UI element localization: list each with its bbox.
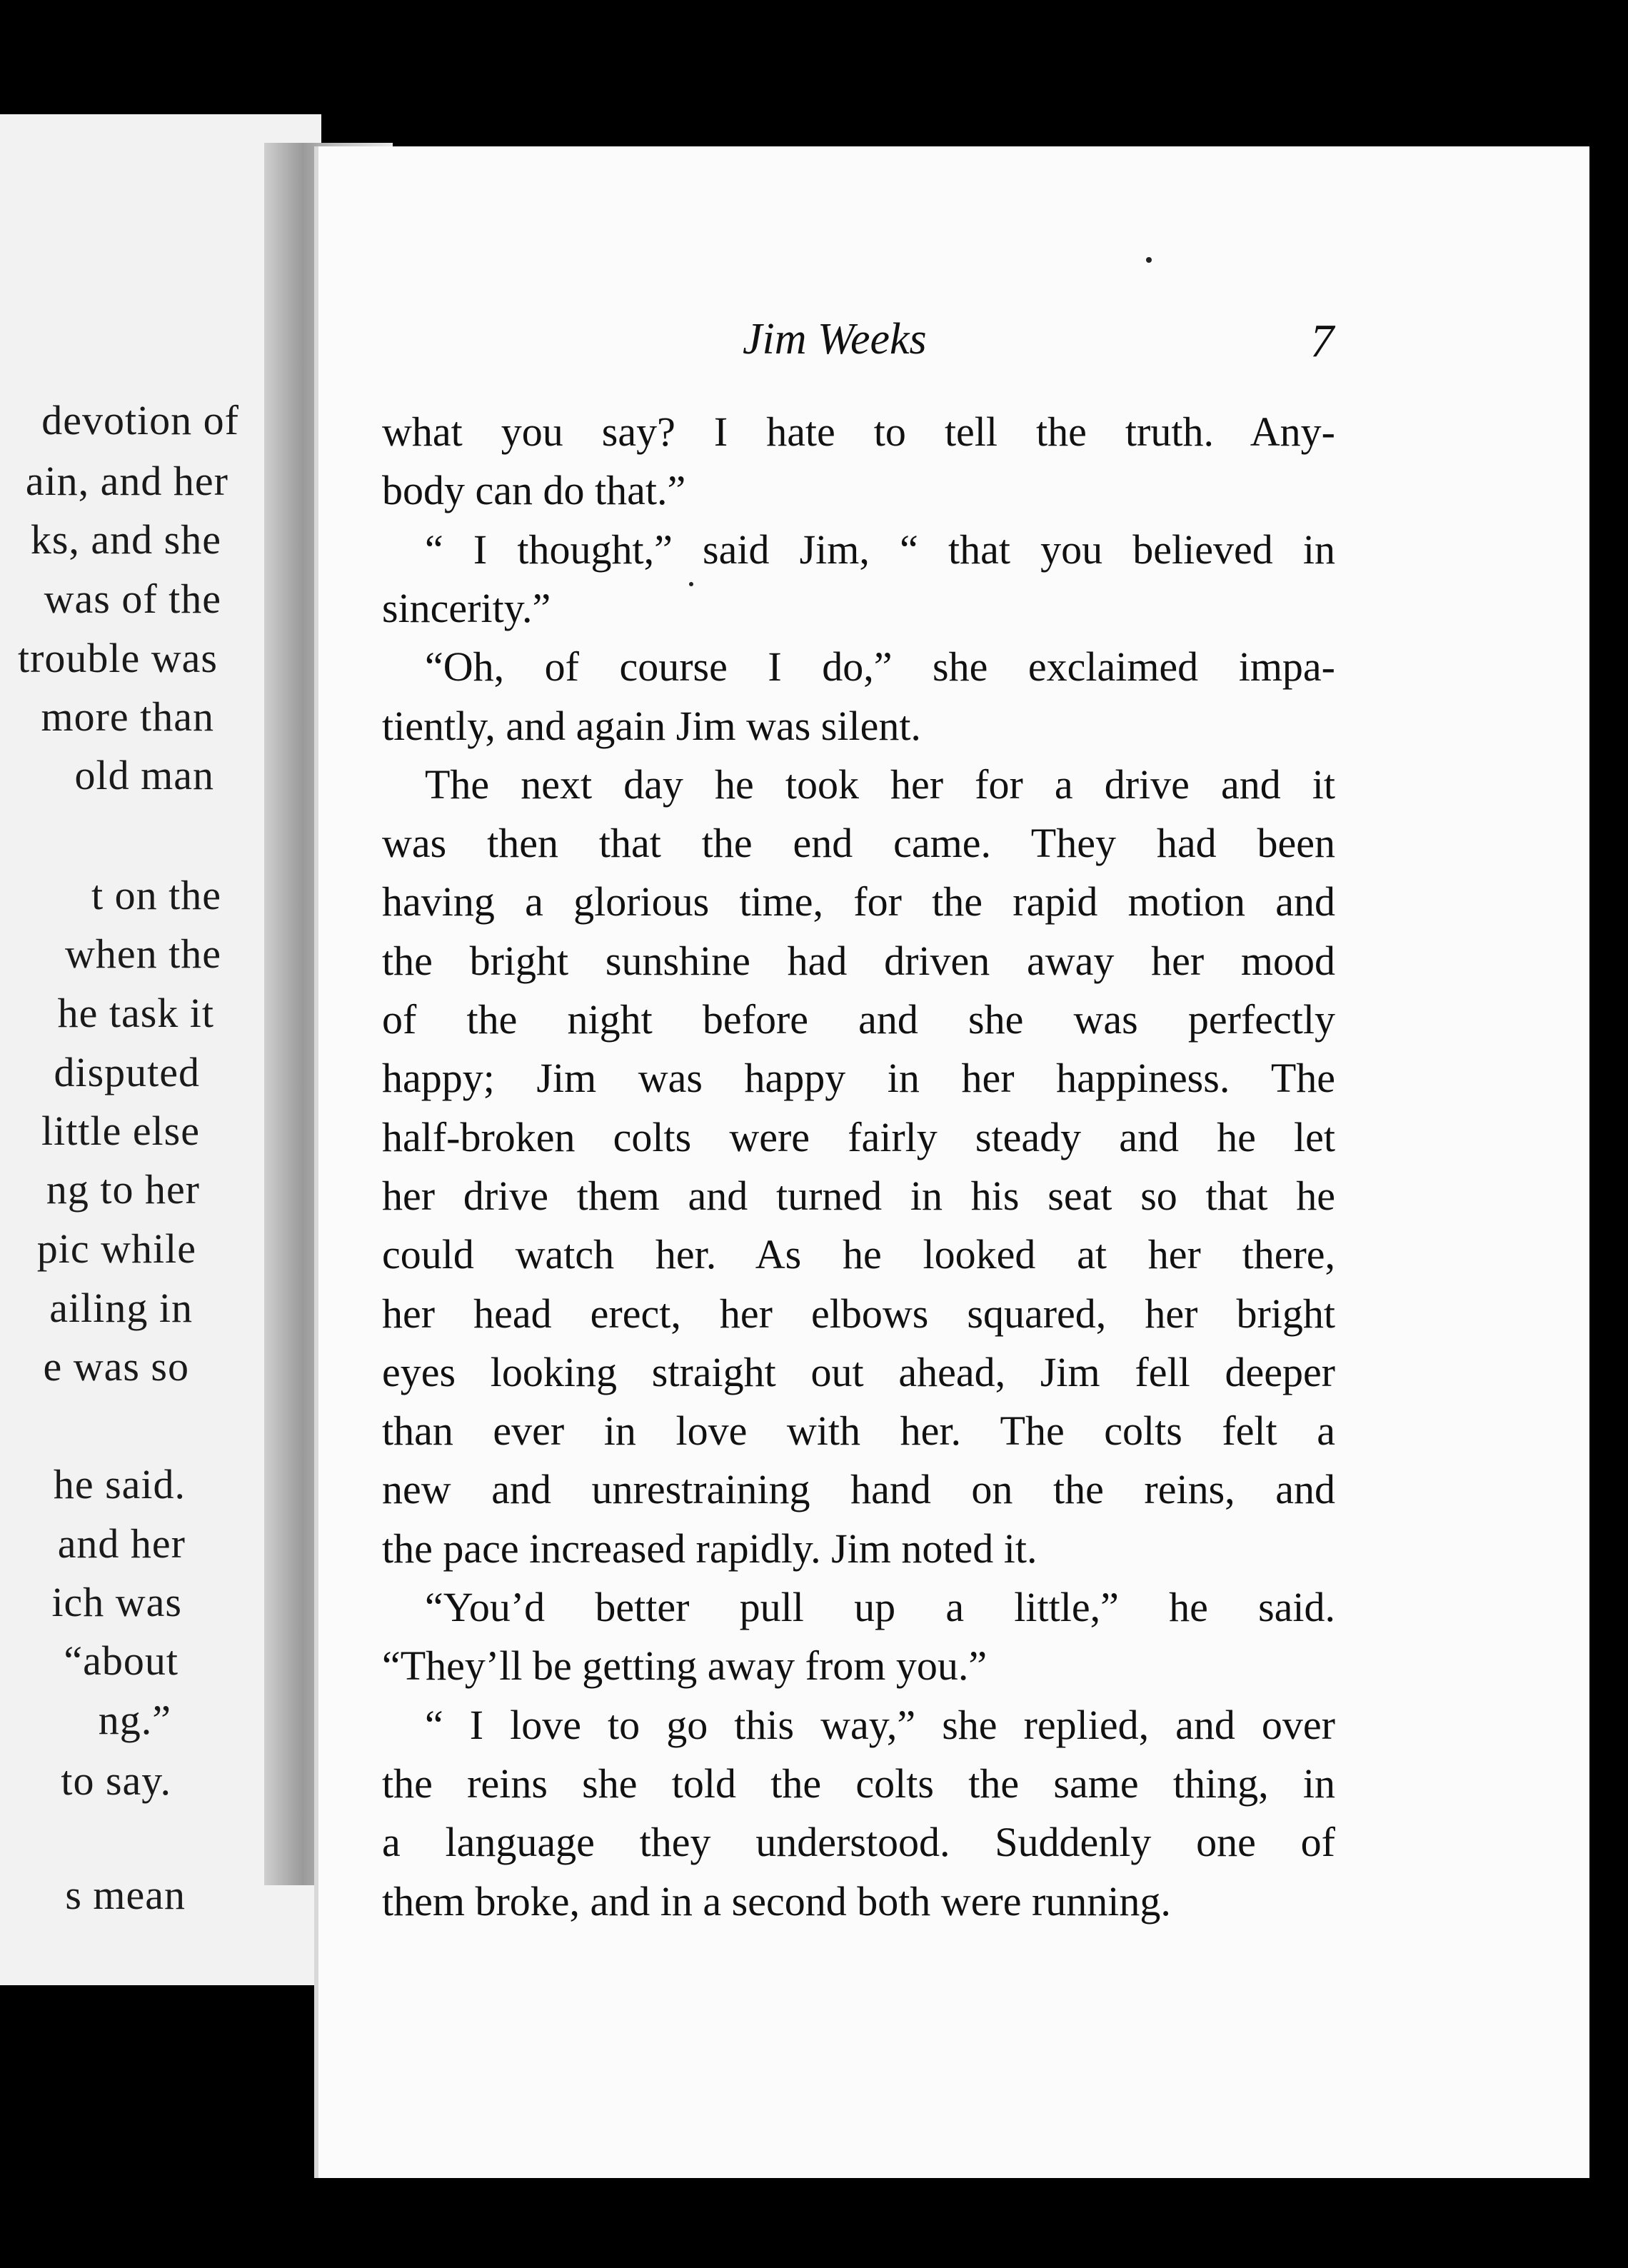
text-line: her drive them and turned in his seat so that he	[382, 1173, 1335, 1219]
text-line: body can do that.”	[382, 467, 686, 513]
left-page-line: “about	[64, 1637, 179, 1684]
left-page-line: little else	[41, 1108, 200, 1154]
text-line: her head erect, her elbows squared, her bright	[382, 1290, 1335, 1337]
text-line: happy; Jim was happy in her happiness. The	[382, 1055, 1335, 1101]
running-header: Jim Weeks	[743, 315, 927, 363]
text-line: sincerity.”	[382, 585, 551, 631]
left-page-line: and her	[57, 1520, 186, 1567]
left-page-line: pic while	[36, 1225, 196, 1272]
left-page-line: to say.	[61, 1757, 171, 1804]
page-number: 7	[1310, 315, 1334, 367]
text-line: “You’d better pull up a little,” he said.	[425, 1584, 1335, 1630]
left-page-line: t on the	[91, 872, 221, 918]
left-page-line: ng to her	[46, 1166, 200, 1213]
text-line: “ I thought,” said Jim, “ that you believed in	[425, 526, 1335, 573]
left-page-line: disputed	[54, 1049, 200, 1095]
text-line: the bright sunshine had driven away her mood	[382, 938, 1335, 984]
text-line: a language they understood. Suddenly one of	[382, 1819, 1335, 1865]
dust-speck	[689, 582, 693, 586]
text-line: The next day he took her for a drive and it	[425, 761, 1335, 808]
text-line: was then that the end came. They had been	[382, 820, 1335, 866]
left-page-line: he said.	[53, 1461, 186, 1507]
dust-speck	[1146, 257, 1152, 263]
left-page-line: when the	[65, 930, 221, 977]
text-line: “They’ll be getting away from you.”	[382, 1642, 988, 1689]
left-page-line: s mean	[65, 1872, 186, 1918]
left-page-line: devotion of	[41, 397, 239, 443]
left-page-line: e was so	[43, 1343, 189, 1390]
text-line: than ever in love with her. The colts felt a	[382, 1408, 1335, 1454]
left-page-line: more than	[41, 693, 214, 740]
left-page-line: old man	[74, 752, 214, 798]
left-page-line: ich was	[51, 1579, 182, 1625]
text-line: having a glorious time, for the rapid motion and	[382, 878, 1335, 925]
left-page-line: ain, and her	[25, 458, 228, 504]
text-line: tiently, and again Jim was silent.	[382, 703, 921, 749]
left-page-line: ng.”	[98, 1697, 171, 1743]
left-page-line: was of the	[44, 576, 221, 622]
text-line: the pace increased rapidly. Jim noted it.	[382, 1525, 1037, 1572]
left-page-line: ks, and she	[30, 516, 221, 563]
text-line: “ I love to go this way,” she replied, and over	[425, 1702, 1335, 1748]
left-page-line: he task it	[57, 990, 214, 1036]
text-line: of the night before and she was perfectly	[382, 996, 1335, 1043]
text-line: what you say? I hate to tell the truth. Any-	[382, 408, 1335, 455]
text-line: them broke, and in a second both were running.	[382, 1878, 1171, 1925]
text-line: half-broken colts were fairly steady and he let	[382, 1114, 1335, 1160]
left-page-line: ailing in	[49, 1285, 193, 1331]
text-line: could watch her. As he looked at her there,	[382, 1231, 1335, 1278]
left-page-line: trouble was	[18, 635, 218, 681]
text-line: the reins she told the colts the same thing, in	[382, 1760, 1335, 1807]
text-line: new and unrestraining hand on the reins, and	[382, 1466, 1335, 1512]
text-line: “Oh, of course I do,” she exclaimed impa-	[425, 643, 1335, 690]
text-line: eyes looking straight out ahead, Jim fell deeper	[382, 1349, 1335, 1395]
